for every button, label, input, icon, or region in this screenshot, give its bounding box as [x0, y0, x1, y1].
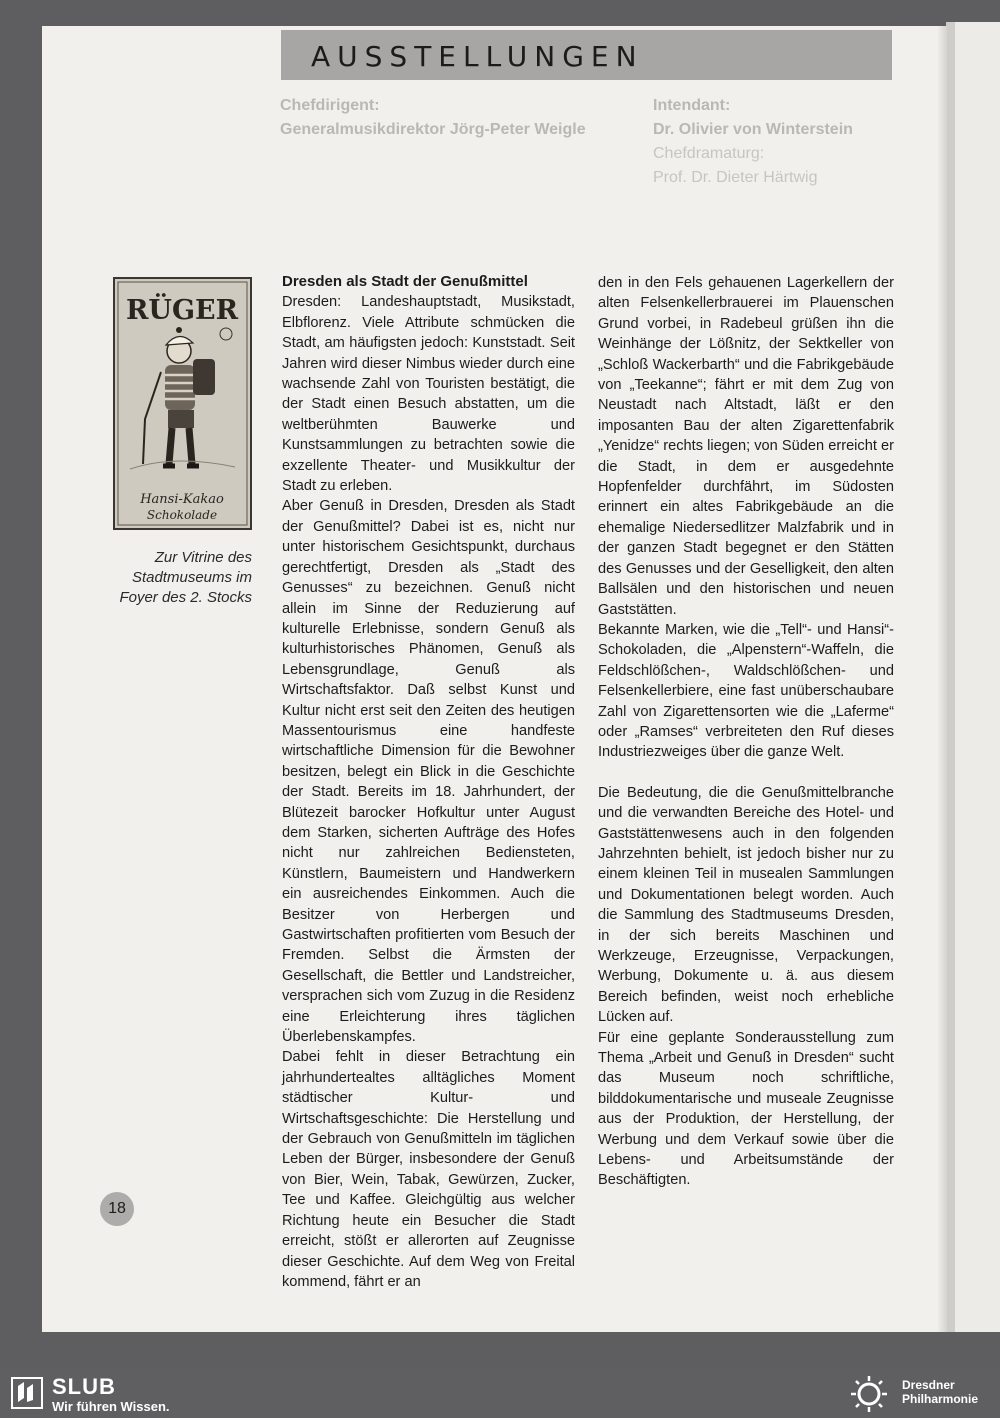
- page-number: 18: [100, 1192, 134, 1226]
- next-page-edge: [946, 22, 955, 1332]
- philharmonie-logo-icon: [843, 1374, 895, 1414]
- next-page-strip: [955, 22, 1000, 1332]
- bleed-through-text: Chefdramaturg:: [653, 145, 765, 162]
- partner-name-line1: Dresdner: [902, 1378, 955, 1392]
- article-paragraph: Dresden: Landeshauptstadt, Musikstadt, Elbflorenz. Viele Attribute schmücken die Stadt, am häufigsten jedoch: Kunststadt. Seit Jahren wird dieser Nimbus wieder durch eine wachsende Zahl von Touristen bestätigt, die der Stadt einen Besuch abstatten, um die weltberühmten Bauwerke und Kunstsammlungen zu betrachten sowie die exzellente Theater- und Musikkultur der Stadt zu erleben.: [282, 294, 575, 495]
- partner-name: [902, 1378, 978, 1406]
- label-line-1: Hansi-Kakao: [140, 492, 224, 507]
- document-page: [42, 26, 947, 1332]
- bleed-through-text: Intendant:: [653, 97, 731, 114]
- bleed-through-text: Dr. Olivier von Winterstein: [653, 121, 853, 138]
- paragraph-gap: [598, 763, 894, 783]
- bleed-through-text: Prof. Dr. Dieter Härtwig: [653, 169, 818, 186]
- section-header-band: [281, 30, 892, 80]
- partner-name-line2: Philharmonie: [902, 1392, 979, 1406]
- article-paragraph: Bekannte Marken, wie die „Tell“- und Hansi“-Schokoladen, die „Alpenstern“-Waffeln, die Feldschlößchen-, Waldschlößchen- und Felsenkellerbiere, eine fast unüberschaubare Zahl von Zigarettensorten wie die „Laferme“ oder „Ramses“ verbreiteten den Ruf dieses Industriezweiges über die ganze Welt.: [598, 621, 894, 761]
- article-title: Dresden als Stadt der Genußmittel: [282, 273, 528, 290]
- bleed-through-text: Chefdirigent:: [280, 97, 380, 114]
- brand-logo-text: RÜGER: [125, 295, 239, 326]
- article-paragraph: den in den Fels gehauenen Lagerkellern der alten Felsenkellerbrauerei im Plauenschen Grund vorbei, in Radebeul grüßen ihn die Weinhänge der Lößnitz, der Sektkeller von „Schloß Wackerbarth“ und die Fabrikgebäude von „Teekanne“; fährt er mit dem Zug von Neustadt nach Altstadt, läßt er den imposanten Bau der alten Zigarettenfabrik „Yenidze“ rechts liegen; von Süden erreicht er die Stadt, in dem er ausgedehnte Hopfenfelder durchfährt, im Südosten erinnert ein altes Fabrikgebäude an die ehemalige Niedersedlitzer Malzfabrik und in der ganzen Stadt begegnet er den Stätten des Genusses und der Geselligkeit, den alten Ballsälen und den historischen und neuen Gaststätten.: [598, 275, 894, 618]
- article-paragraph: Aber Genuß in Dresden, Dresden als Stadt der Genußmittel? Dabei ist es, nicht nur unter historischem Gesichtspunkt, durchaus gerechtfertigt, Dresden als „Stadt des Genusses“ zu bezeichnen. Genuß nicht allein im Sinne der Reduzierung auf kulturelle Erlebnisse, sondern Genuß als kulturhistorisches Phänomen, Genuß als Lebensgrundlage, Genuß als Wirtschaftsfaktor. Daß selbst Kunst und Kultur nicht erst seit den Zeiten des heutigen Massentourismus eine handfeste wirtschaftliche Dimension für die Bewohner besitzen, belegt ein Blick in die Geschichte der Stadt. Bereits im 18. Jahrhundert, der Blütezeit barocker Hofkultur unter August dem Starken, sicherten Aufträge des Hofes nicht nur zahlreichen Bediensteten, Künstlern, Baumeistern und Handwerkern ein ausreichendes Einkommen. Auch die Besitzer von Herbergen und Gastwirtschaften profitierten vom Besuch der Fremden. Selbst die Ärmsten der Gesellschaft, die Bettler und Landstreicher, versprachen sich vom Zuzug in die Residenz eine Erleichterung ihres täglichen Überlebenskampfes.: [282, 498, 575, 1046]
- image-caption: Zur Vitrine des Stadtmuseums im Foyer des 2. Stocks: [119, 549, 252, 606]
- article-paragraph: Die Bedeutung, die die Genußmittelbranche und die verwandten Bereiche des Hotel- und Gaststättenwesens auch in den folgenden Jahrzehnten behielt, ist jedoch bisher nur zu einem kleinen Teil in musealen Sammlungen und Dokumentationen belegt worden. Auch die Sammlung des Stadtmuseums Dresden, in der sich bereits Maschinen und Werkzeuge, Erzeugnisse, Verpackungen, Werbung, Dokumente u. ä. aus diesem Bereich befinden, weist noch erhebliche Lücken auf.: [598, 784, 894, 1026]
- library-name: SLUB: [52, 1374, 116, 1399]
- bleed-through-text: Generalmusikdirektor Jörg-Peter Weigle: [280, 121, 586, 138]
- gutter-shadow: [937, 26, 947, 1332]
- section-title: AUSSTELLUNGEN: [311, 40, 644, 73]
- chocolate-ad-illustration: [115, 279, 250, 528]
- article-paragraph: Dabei fehlt in dieser Betrachtung ein jahrhundertealtes alltägliches Moment städtischer Kultur- und Wirtschaftsgeschichte: Die Herstellung und der Gebrauch von Genußmitteln im täglichen Leben der Bürger, insbesondere der Genuß von Bier, Wein, Tabak, Gewürzen, Zucker, Tee und Kaffee. Gleichgültig aus welcher Richtung heute ein Besucher die Stadt erreicht, stößt er allerorten auf Zeugnisse dieser Geschichte. Auf dem Weg von Freital kommend, fährt er an: [282, 1049, 575, 1290]
- article-column-left: [282, 272, 575, 1292]
- article-column-right: [598, 273, 894, 1191]
- library-tagline: Wir führen Wissen.: [52, 1399, 170, 1414]
- chocolate-advertisement-image: [113, 277, 252, 530]
- footer-bar: [0, 1368, 1000, 1418]
- label-line-2: Schokolade: [146, 508, 218, 522]
- slub-logo-icon: [10, 1376, 44, 1410]
- article-paragraph: Für eine geplante Sonderausstellung zum Thema „Arbeit und Genuß in Dresden“ sucht das Museum noch schriftliche, bilddokumentarische und museale Zeugnisse aus der Produktion, der Herstellung, der Werbung und dem Verkauf sowie über die Lebens- und Arbeitsumstände der Beschäftigten.: [598, 1029, 894, 1189]
